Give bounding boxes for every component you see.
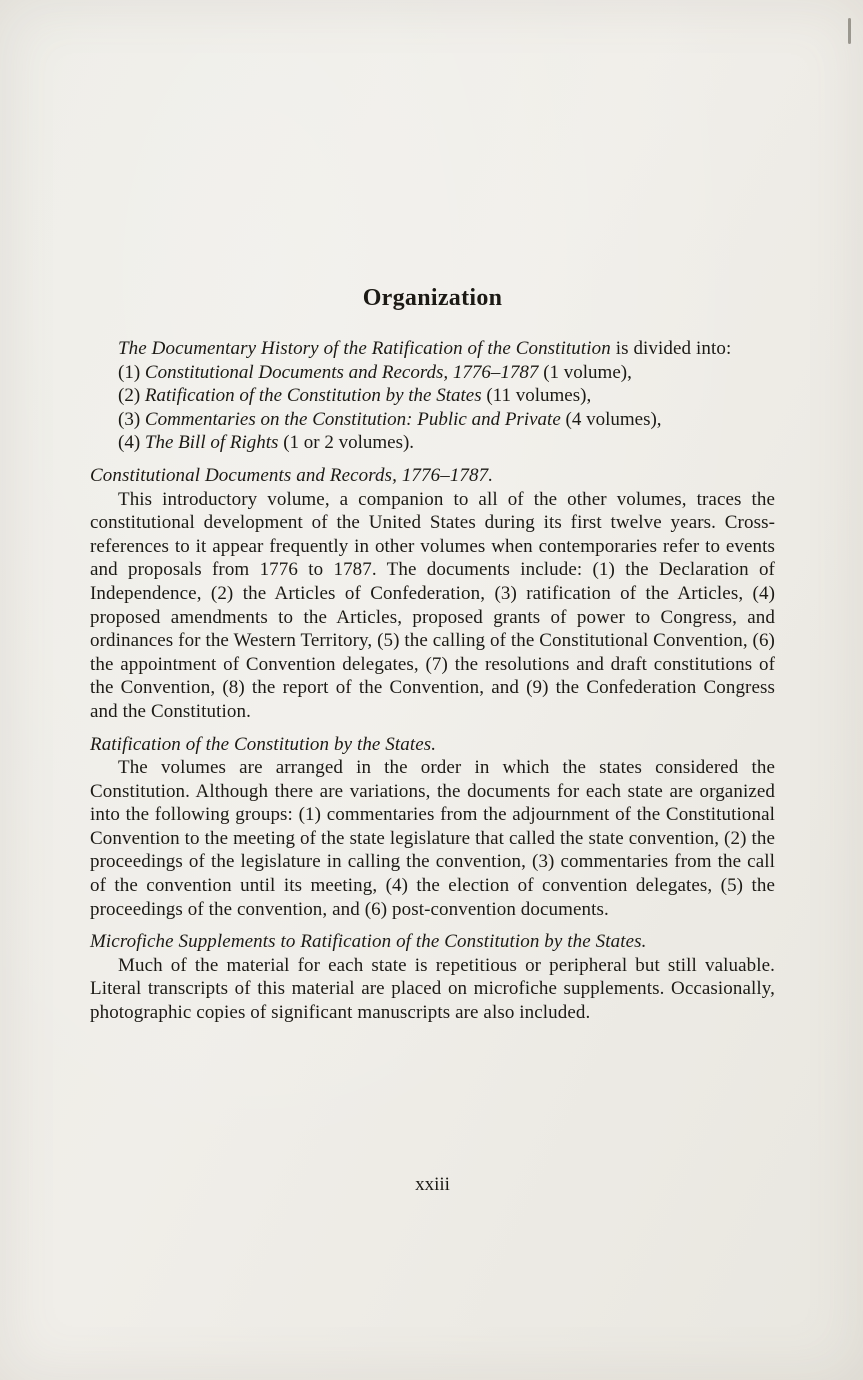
list-item — [90, 384, 775, 408]
section-constitutional-documents — [90, 464, 775, 724]
list-item-number: (3) — [118, 408, 145, 430]
volume-detail: (1 or 2 volumes). — [278, 432, 415, 454]
volume-detail: (1 volume), — [538, 361, 632, 383]
section-heading: Ratification of the Constitution by the States. — [90, 733, 437, 755]
section-heading: Microfiche Supplements to Ratification of the Constitution by the States. — [90, 931, 647, 953]
volume-detail: (4 volumes), — [560, 408, 662, 430]
section-body: The volumes are arranged in the order in which the states considered the Constitution. Although there are variations, the documents for each state are organized into the following groups: (1) commentaries from the adjournment of the Constitutional Convention to the meeting of the state legislature that called the state convention, (2) the proceedings of the legislature in calling the convention, (3) commentaries from the call of the convention until its meeting, (4) the election of convention delegates, (5) the proceedings of the convention, and (6) post-convention documents. — [90, 757, 775, 920]
list-item — [90, 431, 775, 455]
text-block — [90, 283, 775, 1025]
section-ratification-by-states — [90, 733, 775, 922]
section-body: Much of the material for each state is repetitious or peripheral but still valuable. Literal transcripts of this material are placed on microfiche supplements. Occasionally, photographic copies of significant manuscripts are also included. — [90, 954, 775, 1024]
volume-title: The Bill of Rights — [144, 432, 279, 454]
volume-detail: (11 volumes), — [481, 385, 592, 407]
page-number: xxiii — [415, 1174, 450, 1195]
intro-paragraph — [90, 337, 775, 361]
list-item-number: (4) — [118, 432, 145, 454]
work-title: The Documentary History of the Ratification of the Constitution — [118, 338, 611, 359]
volume-title: Commentaries on the Constitution: Public and Private — [144, 408, 561, 430]
list-item-number: (2) — [118, 385, 145, 407]
section-body: This introductory volume, a companion to all of the other volumes, traces the constitutional development of the United States during its first twelve years. Cross-references to it appear frequently in other volumes when contemporaries refer to events and proposals from 1776 to 1787. The documents include: (1) the Declaration of Independence, (2) the Articles of Confederation, (3) ratification of the Articles, (4) proposed amendments to the Articles, proposed grants of power to Congress, and ordinances for the Western Territory, (5) the calling of the Constitutional Convention, (6) the appointment of Convention delegates, (7) the resolutions and draft constitutions of the Convention, (8) the report of the Convention, and (9) the Confederation Congress and the Constitution. — [90, 488, 775, 722]
volume-title: Constitutional Documents and Records, 1776–1787 — [144, 361, 539, 383]
intro-continuation: is divided into: — [610, 338, 732, 359]
section-microfiche-supplements — [90, 930, 775, 1024]
section-heading: Constitutional Documents and Records, 1776–1787. — [90, 464, 494, 486]
volume-list — [90, 361, 775, 455]
list-item — [90, 361, 775, 385]
volume-title: Ratification of the Constitution by the States — [144, 385, 482, 407]
list-item — [90, 408, 775, 432]
scan-artifact — [848, 18, 851, 44]
list-item-number: (1) — [118, 361, 145, 383]
page-title: Organization — [362, 285, 503, 311]
